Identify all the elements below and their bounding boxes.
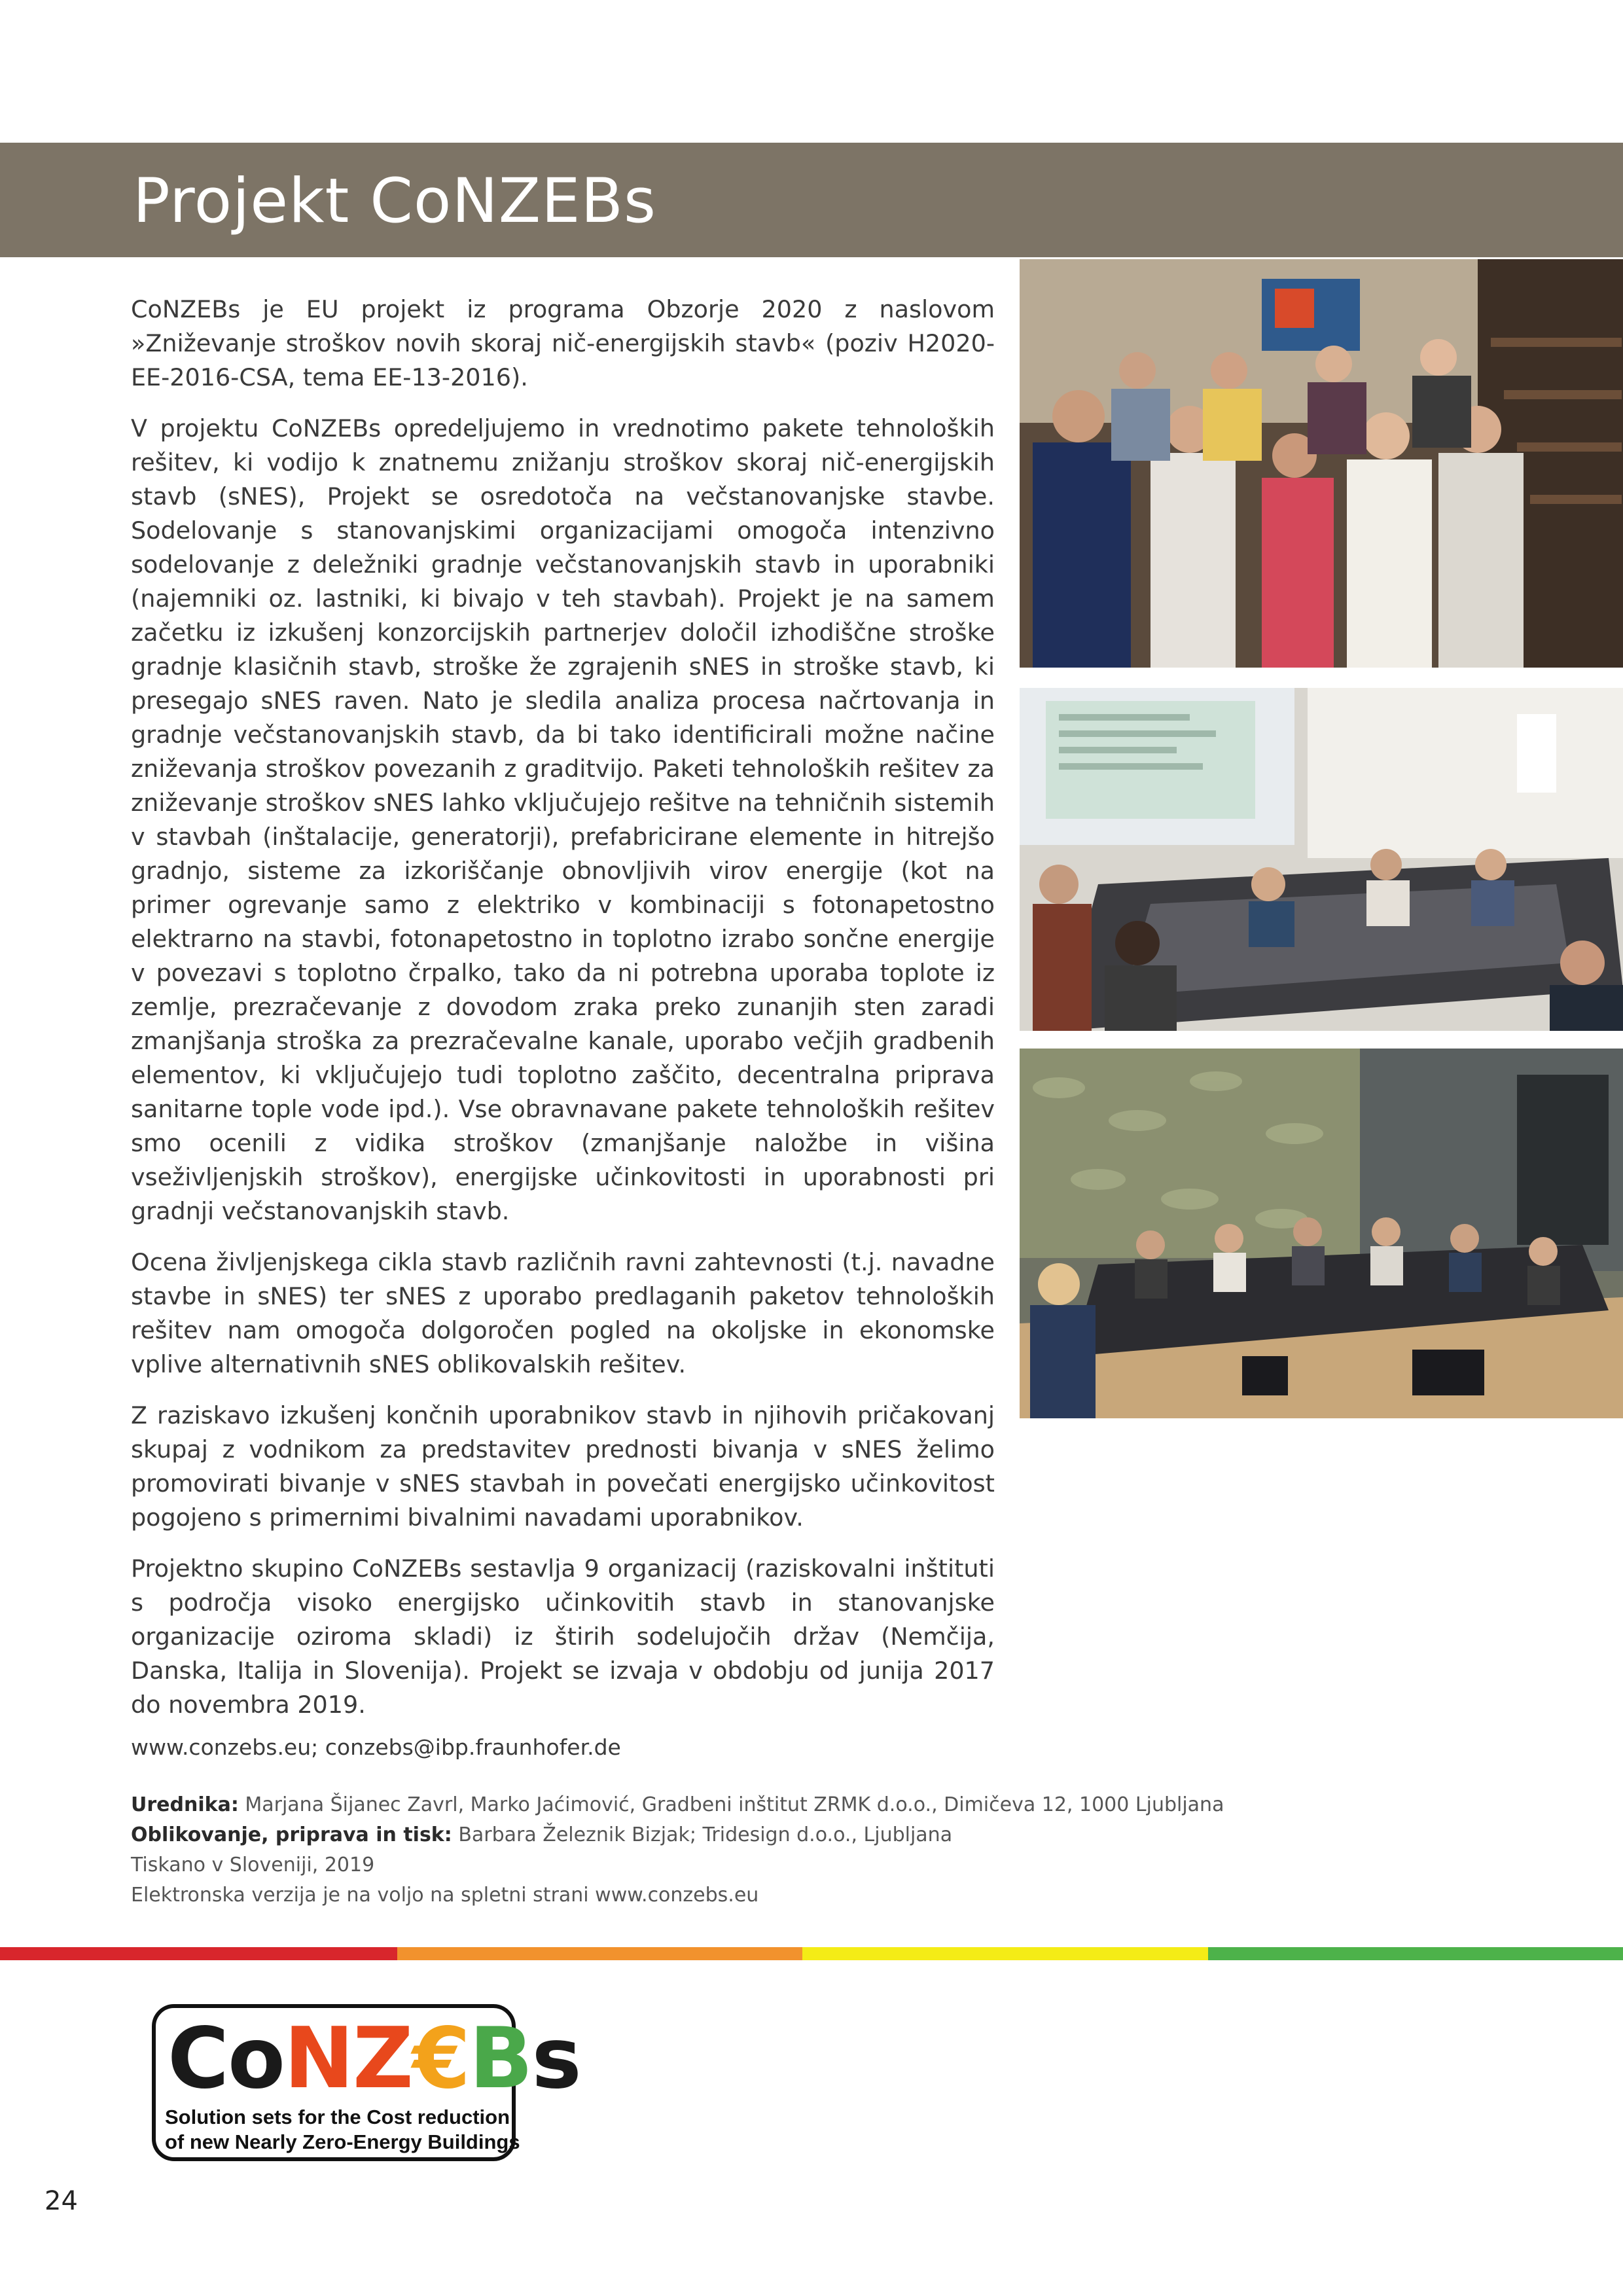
group-photo-icon — [1020, 259, 1623, 668]
contact-line: www.conzebs.eu; conzebs@ibp.fraunhofer.de — [131, 1734, 621, 1760]
design-label: Oblikovanje, priprava in tisk: — [131, 1823, 452, 1846]
logo-euro: € — [412, 2010, 469, 2108]
conference-photo-icon — [1020, 1049, 1623, 1418]
logo-tagline-line2: of new Nearly Zero-Energy Buildings — [165, 2130, 520, 2153]
logo-tagline — [165, 2105, 520, 2155]
logo-b: B — [469, 2010, 532, 2108]
editors-value: Marjana Šijanec Zavrl, Marko Jaćimović, Gradbeni inštitut ZRMK d.o.o., Dimičeva 12, 1000 Ljubljana — [245, 1793, 1224, 1816]
editors-label: Urednika: — [131, 1793, 239, 1816]
conference-photo — [1020, 1049, 1623, 1418]
electronic-line: Elektronska verzija je na voljo na spletni strani www.conzebs.eu — [131, 1884, 759, 1907]
page-title: Projekt CoNZEBs — [133, 166, 656, 237]
editors-line — [131, 1790, 1224, 1820]
logo-wordmark — [168, 2010, 580, 2108]
color-bar-orange — [397, 1947, 802, 1960]
color-bar-green — [1208, 1947, 1623, 1960]
conzebs-logo — [152, 2004, 580, 2161]
design-value: Barbara Železnik Bizjak; Tridesign d.o.o., Ljubljana — [458, 1823, 953, 1846]
body-text — [131, 293, 995, 1739]
paragraph-project: V projektu CoNZEBs opredeljujemo in vrednotimo pakete tehnoloških rešitev, ki vodijo k znatnemu znižanju stroškov skoraj nič-energijskih stavb (sNES), Projekt se osredotoča na večstanovanjske stavbe. Sodelovanje s stanovanjskimi organizacijami omogoča intenzivno sodelovanje z deležniki gradnje večstanovanjskih stavb in uporabniki (najemniki oz. lastniki, ki bivajo v teh stavbah). Projekt je na samem začetku iz izkušenj konzorcijskih partnerjev določil izhodiščne stroške gradnje klasičnih stavb, stroške že zgrajenih sNES in stroške stavb, ki presegajo sNES raven. Nato je sledila analiza procesa načrtovanja in gradnje večstanovanjskih stavb, da bi tako identificirali možne načine zniževanja stroškov povezanih z graditvijo. Paketi tehnoloških rešitev za zniževanje stroškov sNES lahko vključujejo rešitve na tehničnih sistemih v stavbah (inštalacije, generatorji), prefabricirane elemente in hitrejšo gradnjo, sisteme za izkoriščanje obnovljivih virov energije (kot na primer ogrevanje samo z elektriko v kombinaciji s fotonapetostno elektrarno na stavbi, fotonapetostno in toplotno izrabo sončne energije v povezavi s toplotno črpalko, tako da ni potrebna uporaba toplote iz zemlje, prezračevanje z dovodom zraka preko zunanjih sten zaradi zmanjšanja stroška za prezračevalne kanale, uporabo večjih gradbenih elementov, ki vključujejo tudi toplotno zaščito, decentralna priprava sanitarne tople vode ipd.). Vse obravnavane pakete tehnoloških rešitev smo ocenili z vidika stroškov (zmanjšanje naložbe in višina vseživljenjskih stroškov), energijske učinkovitosti in uporabnosti pri gradnji večstanovanjskih stavb. — [131, 414, 995, 1225]
page-number: 24 — [45, 2186, 78, 2216]
group-photo — [1020, 259, 1623, 668]
paragraph-consortium: Projektno skupino CoNZEBs sestavlja 9 organizacij (raziskovalni inštituti s področja visoko energijsko učinkovitih stavb in stanovanjske organizacije oziroma skladi) iz štirih sodelujočih držav (Nemčija, Danska, Italija in Slovenija). Projekt se izvaja v obdobju od junija 2017 do novembra 2019. — [131, 1554, 995, 1719]
logo-nz: NZ — [283, 2010, 412, 2108]
logo-s: s — [531, 2010, 580, 2108]
paragraph-users: Z raziskavo izkušenj končnih uporabnikov stavb in njihovih pričakovanj skupaj z vodnikom za predstavitev prednosti bivanja v sNES želimo promovirati bivanje v sNES stavbah in povečati energijsko učinkovitost pogojeno s primernimi bivalnimi navadami uporabnikov. — [131, 1401, 995, 1532]
paragraph-intro: CoNZEBs je EU projekt iz programa Obzorje 2020 z naslovom »Zniževanje stroškov novih skoraj nič-energijskih stavb« (poziv H2020-EE-2016-CSA, tema EE-13-2016). — [131, 295, 995, 391]
meeting-room-photo-icon — [1020, 688, 1623, 1031]
color-bar-red — [0, 1947, 397, 1960]
printed-line: Tiskano v Sloveniji, 2019 — [131, 1854, 375, 1876]
color-bar-yellow — [802, 1947, 1208, 1960]
credits — [131, 1790, 1224, 1910]
paragraph-lifecycle: Ocena življenjskega cikla stavb različnih ravni zahtevnosti (t.j. navadne stavbe in sNES) ter sNES z uporabo predlaganih paketov tehnoloških rešitev nam omogoča dolgoročen pogled na okoljske in ekonomske vplive alternativnih sNES oblikovalskih rešitev. — [131, 1248, 995, 1378]
meeting-room-photo — [1020, 688, 1623, 1031]
design-line — [131, 1820, 1224, 1850]
logo-co: Co — [168, 2010, 284, 2108]
logo-tagline-line1: Solution sets for the Cost reduction — [165, 2106, 510, 2128]
